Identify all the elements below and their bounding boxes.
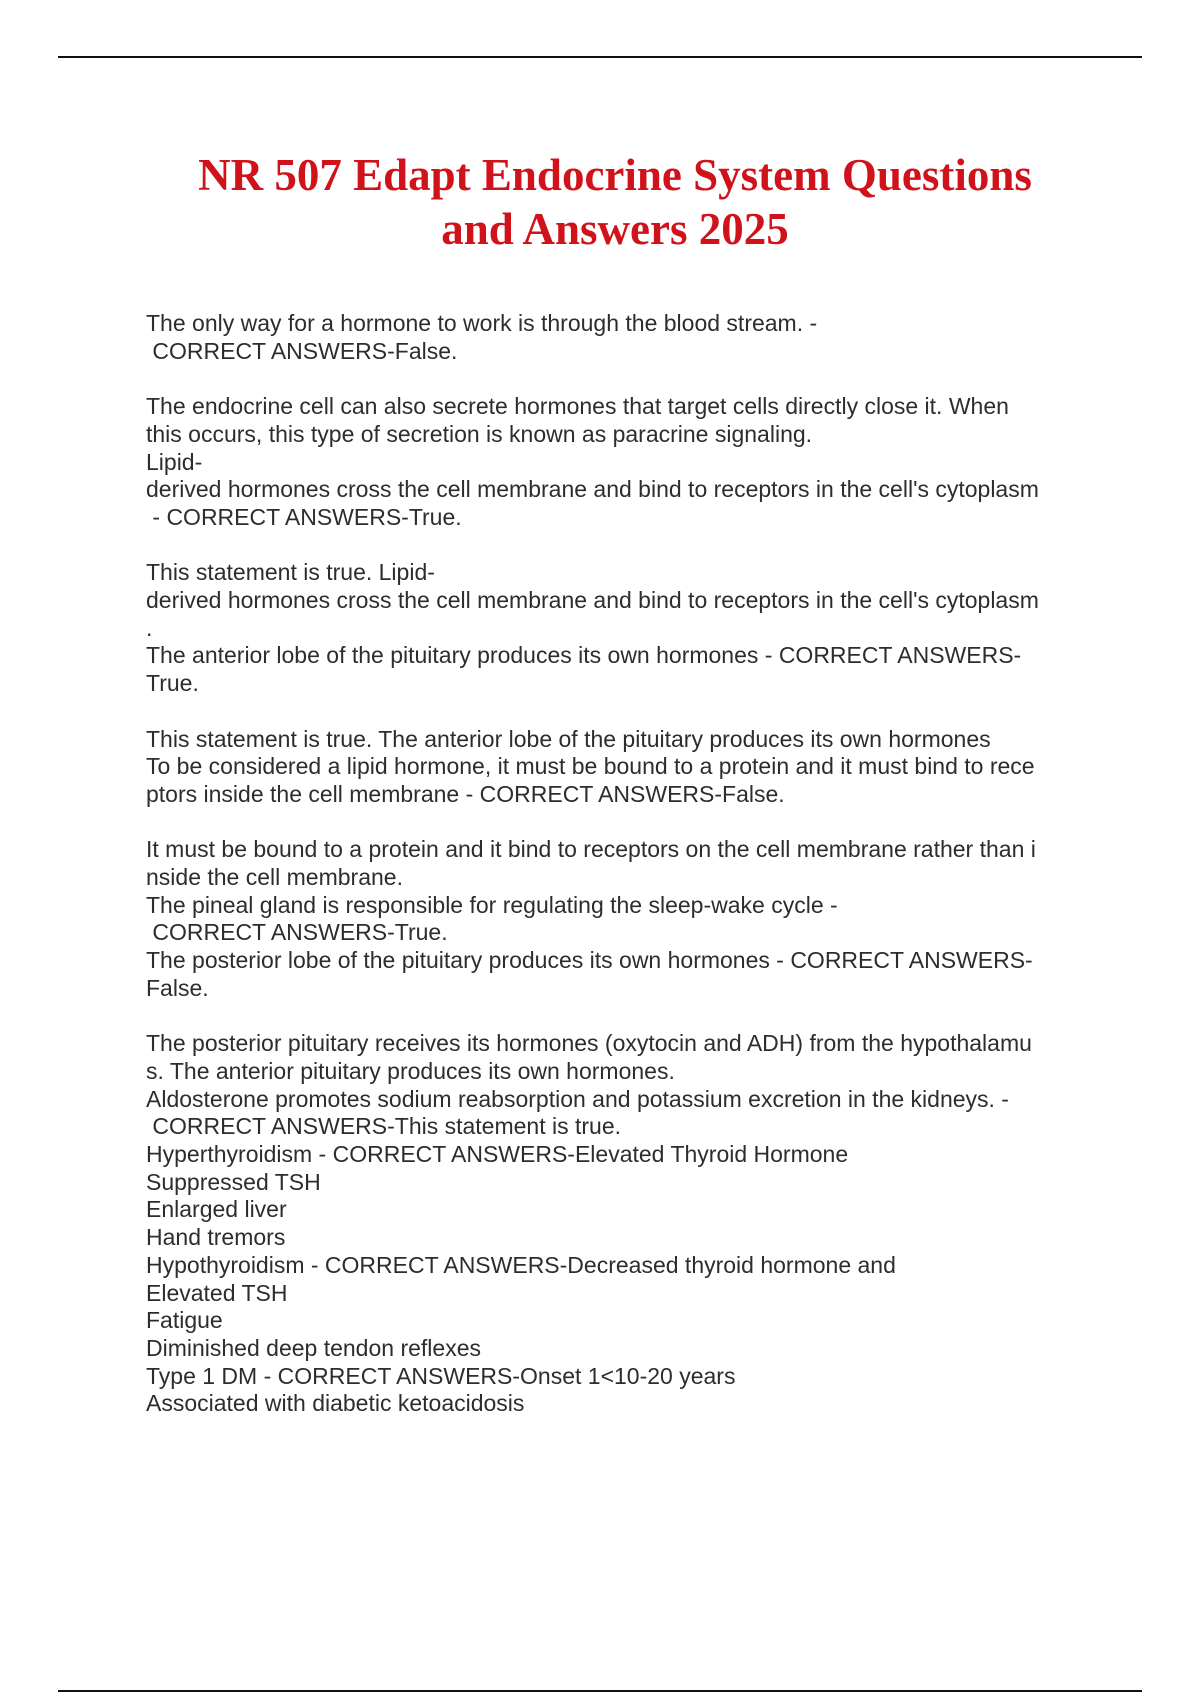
text-line: The posterior pituitary receives its hormones (oxytocin and ADH) from the hypothalamu — [146, 1030, 1032, 1057]
text-line: The anterior lobe of the pituitary produces its own hormones - CORRECT ANSWERS- — [146, 642, 1022, 669]
text-line: ptors inside the cell membrane - CORRECT ANSWERS-False. — [146, 780, 785, 807]
text-line: True. — [146, 670, 199, 697]
text-line: Associated with diabetic ketoacidosis — [146, 1390, 525, 1417]
bottom-rule — [58, 1690, 1142, 1692]
text-line: Diminished deep tendon reflexes — [146, 1334, 481, 1361]
text-line: To be considered a lipid hormone, it must be bound to a protein and it must bind to rece — [146, 753, 1035, 780]
text-line: Hand tremors — [146, 1224, 286, 1251]
title-line-2: and Answers 2025 — [441, 204, 789, 254]
blank-line — [146, 532, 1106, 560]
text-line: CORRECT ANSWERS-True. — [146, 919, 448, 946]
document-body — [146, 310, 1106, 1418]
text-line: CORRECT ANSWERS-False. — [146, 337, 458, 364]
blank-line — [146, 1003, 1106, 1031]
text-line: this occurs, this type of secretion is known as paracrine signaling. — [146, 420, 813, 447]
text-line: Hyperthyroidism - CORRECT ANSWERS-Elevated Thyroid Hormone — [146, 1141, 849, 1168]
text-line: This statement is true. Lipid- — [146, 559, 435, 586]
blank-line — [146, 365, 1106, 393]
text-line: It must be bound to a protein and it bind to receptors on the cell membrane rather than i — [146, 836, 1036, 863]
top-rule — [58, 56, 1142, 58]
text-line: CORRECT ANSWERS-This statement is true. — [146, 1113, 622, 1140]
text-line: Suppressed TSH — [146, 1168, 321, 1195]
title-line-1: NR 507 Edapt Endocrine System Questions — [198, 150, 1032, 200]
text-line: This statement is true. The anterior lobe of the pituitary produces its own hormones — [146, 725, 991, 752]
text-line: s. The anterior pituitary produces its own hormones. — [146, 1057, 675, 1084]
text-line: - CORRECT ANSWERS-True. — [146, 503, 462, 530]
text-line: Aldosterone promotes sodium reabsorption and potassium excretion in the kidneys. - — [146, 1085, 1009, 1112]
text-line: The pineal gland is responsible for regulating the sleep-wake cycle - — [146, 891, 838, 918]
text-line: derived hormones cross the cell membrane and bind to receptors in the cell's cytoplasm — [146, 476, 1039, 503]
text-line: nside the cell membrane. — [146, 864, 403, 890]
blank-line — [146, 809, 1106, 837]
text-line: False. — [146, 974, 209, 1001]
text-line: The posterior lobe of the pituitary produces its own hormones - CORRECT ANSWERS- — [146, 947, 1033, 974]
text-line: The only way for a hormone to work is through the blood stream. - — [146, 310, 818, 336]
text-line: Fatigue — [146, 1307, 223, 1334]
text-line: Elevated TSH — [146, 1279, 288, 1306]
text-line: Enlarged liver — [146, 1196, 287, 1223]
text-line: Hypothyroidism - CORRECT ANSWERS-Decreased thyroid hormone and — [146, 1251, 896, 1278]
blank-line — [146, 698, 1106, 726]
text-line: . — [146, 614, 153, 641]
text-line: The endocrine cell can also secrete hormones that target cells directly close it. When — [146, 393, 1009, 420]
text-line: derived hormones cross the cell membrane and bind to receptors in the cell's cytoplasm — [146, 587, 1039, 613]
document-title — [100, 148, 1130, 256]
text-line: Type 1 DM - CORRECT ANSWERS-Onset 1<10-20 years — [146, 1362, 736, 1389]
text-line: Lipid- — [146, 448, 203, 475]
